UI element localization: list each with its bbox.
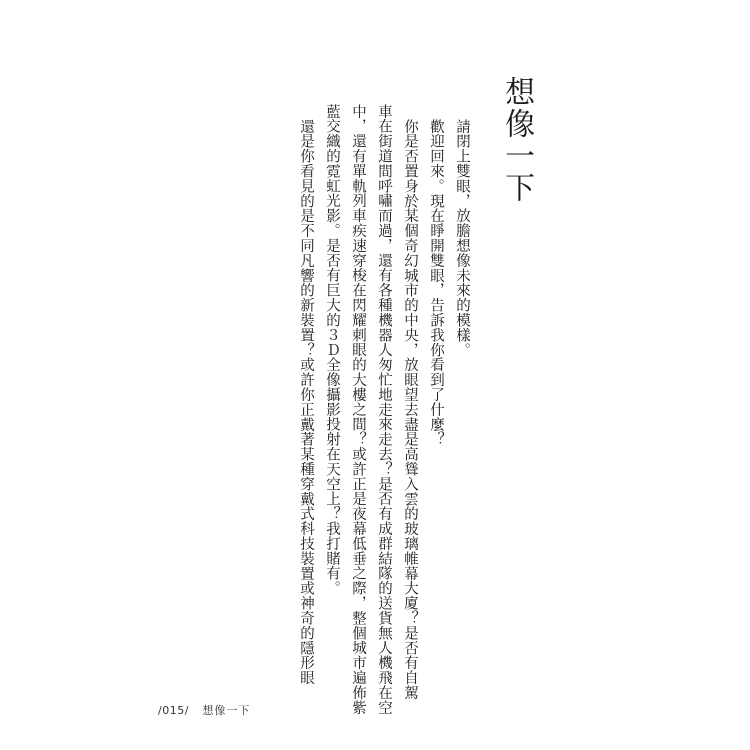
page-footer <box>158 702 250 718</box>
text-line-4: 車在街道間呼嘯而過，還有各種機器人匆忙地走來走去？是否有成群結隊的送貨無人機飛在空 <box>376 104 392 715</box>
chapter-title: 想像一下 <box>499 76 535 204</box>
text-line-5: 中，還有單軌列車疾速穿梭在閃耀刺眼的大樓之間？或許正是夜幕低垂之際，整個城市遍佈紫 <box>350 104 366 715</box>
running-title: 想像一下 <box>202 704 251 717</box>
text-line-7: 還是你看見的是不同凡響的新裝置？或許你正戴著某種穿戴式科技裝置或神奇的隱形眼 <box>298 119 314 686</box>
text-line-2: 歡迎回來。現在睜開雙眼，告訴我你看到了什麼？ <box>428 119 444 447</box>
text-line-3: 你是否置身於某個奇幻城市的中央，放眼望去盡是高聳入雲的玻璃帷幕大廈？是否有自駕 <box>402 119 418 701</box>
text-line-6: 藍交織的霓虹光影。是否有巨大的３Ｄ全像攝影投射在天空上？我打賭有。 <box>324 104 340 596</box>
page-number: /015/ <box>158 704 189 717</box>
text-line-1: 請閉上雙眼，放膽想像未來的模樣。 <box>454 119 470 358</box>
